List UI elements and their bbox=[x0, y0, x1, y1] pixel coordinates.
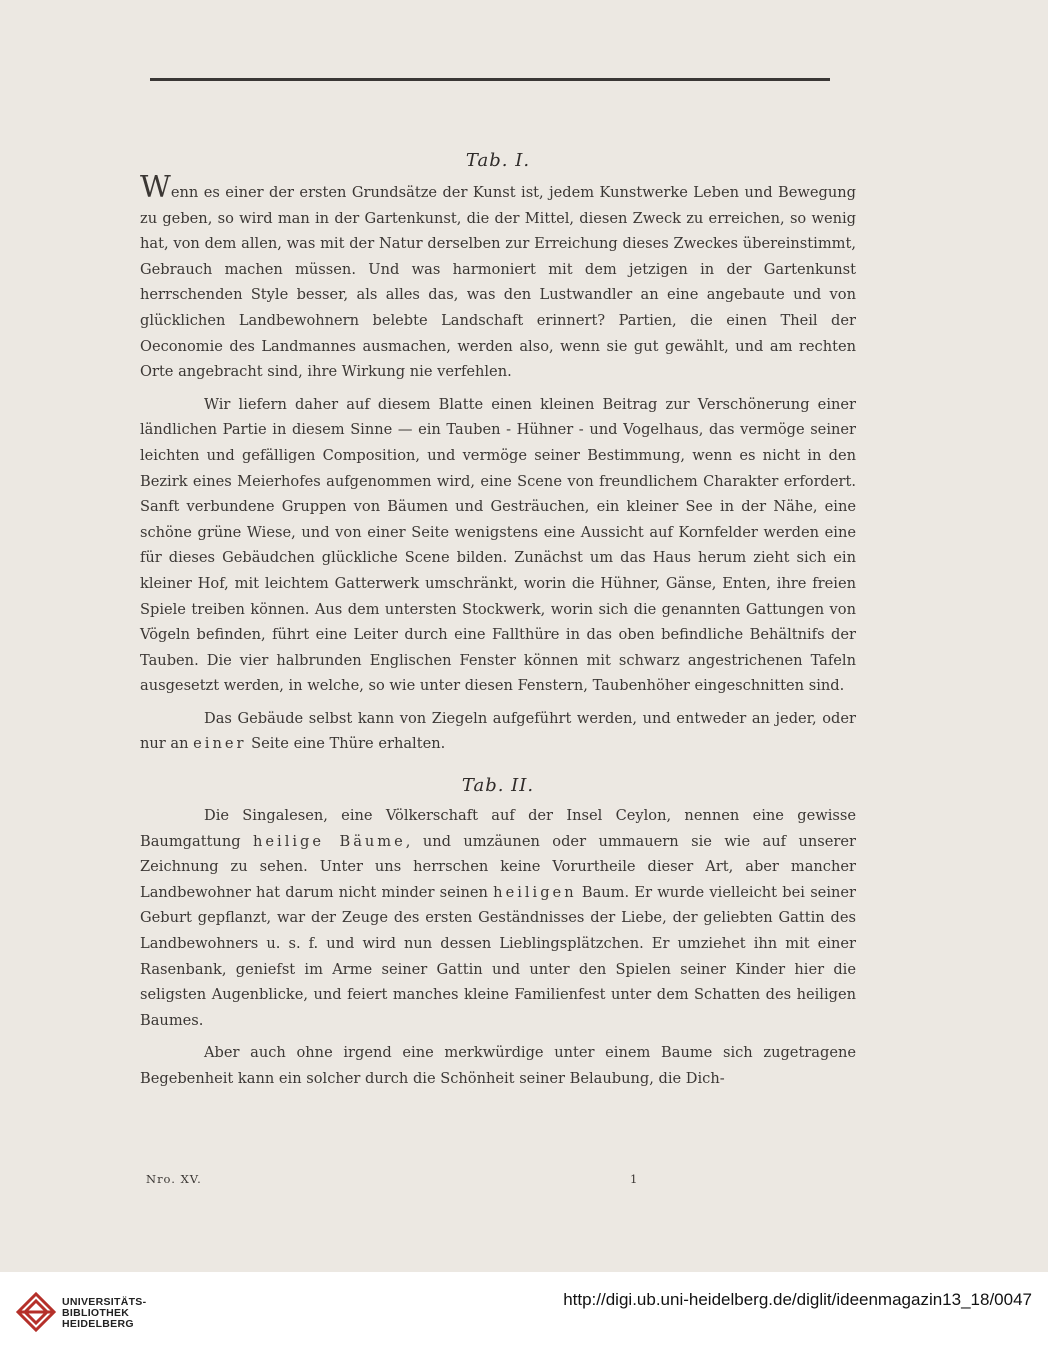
paragraph-5: Aber auch ohne irgend eine merkwürdige unter einem Baume sich zugetragene Begebenheit kann ein solcher durch die Schönheit seiner Belaubung, die Dich- bbox=[140, 1044, 856, 1087]
library-bar bbox=[0, 1272, 1048, 1354]
paragraph-4: Die Singalesen, eine Völkerschaft auf der Insel Ceylon, nennen eine gewisse Baumgattung heilige Bäume, und umzäunen oder ummauern sie wie auf unserer Zeichnung zu sehen. Unter uns herrschen keine Vorurtheile dieser Art, aber mancher Landbewohner hat darum nicht minder seinen heiligen Baum. Er wurde vielleicht bei seiner Geburt gepflanzt, war der Zeuge des ersten Geständnisses der Liebe, der geliebten Gattin des Landbewohners u. s. f. und wird nun dessen Lieblingsplätzchen. Er umziehet ihn mit einer Rasenbank, geniefst im Arme seiner Gattin und unter den Spielen seiner Kinder hier die seligsten Augenblicke, und feiert manches kleine Familienfest unter dem Schatten des heiligen Baumes. bbox=[140, 807, 856, 1029]
source-url-link[interactable]: http://digi.ub.uni-heidelberg.de/diglit/ideenmagazin13_18/0047 bbox=[563, 1290, 1032, 1309]
heading-tab-2: Tab. II. bbox=[461, 775, 535, 797]
signature-mark: Nro. XV. bbox=[146, 1172, 202, 1186]
page-text bbox=[140, 148, 856, 1099]
drop-cap: W bbox=[140, 170, 171, 205]
header-rule bbox=[150, 78, 830, 81]
sheet-mark: 1 bbox=[630, 1172, 638, 1186]
paragraph-3: Das Gebäude selbst kann von Ziegeln aufgeführt werden, und entweder an jeder, oder nur an einer Seite eine Thüre erhalten. bbox=[140, 709, 856, 753]
library-logo-icon bbox=[14, 1290, 58, 1334]
library-name: UNIVERSITÄTS- BIBLIOTHEK HEIDELBERG bbox=[62, 1296, 147, 1330]
paragraph-2: Wir liefern daher auf diesem Blatte einen kleinen Beitrag zur Verschönerung einer ländlichen Partie in diesem Sinne — ein Tauben - Hühner - und Vogelhaus, das vermöge seiner leichten und gefälligen Composition, und vermöge seiner Bestimmung, wenn es nicht in den Bezirk eines Meierhofes aufgenommen wird, eine Scene von freundlichem Charakter erfordert. Sanft verbundene Gruppen von Bäumen und Gesträuchen, ein kleiner See in der Nähe, eine schöne grüne Wiese, und von einer Seite wenigstens eine Aussicht auf Kornfelder werden eine für dieses Gebäudchen glückliche Scene bilden. Zunächst um das Haus herum zieht sich ein kleiner Hof, mit leichtem Gatterwerk umschränkt, worin die Hühner, Gänse, Enten, ihre freien Spiele treiben können. Aus dem untersten Stockwerk, worin sich die genannten Gattungen von Vögeln befinden, führt eine Leiter durch eine Fallthüre in das oben befindliche Behältnifs der Tauben. Die vier halbrunden Englischen Fenster können mit schwarz angestrichenen Tafeln ausgesetzt werden, in welche, so wie unter diesen Fenstern, Taubenhöher eingeschnitten sind. bbox=[140, 395, 856, 695]
page-footer bbox=[146, 1172, 846, 1190]
heading-tab-1: Tab. I. bbox=[465, 150, 531, 171]
paragraph-1: Wenn es einer der ersten Grundsätze der Kunst ist, jedem Kunstwerke Leben und Bewegung zu geben, so wird man in der Gartenkunst, die der Mittel, diesen Zweck zu erreichen, so wenig hat, von dem allen, was mit der Natur derselben zur Erreichung dieses Zweckes übereinstimmt, Gebrauch machen müssen. Und was harmoniert mit dem jetzigen in der Gartenkunst herrschenden Style besser, als alles das, was den Lustwandler an eine angebaute und von glücklichen Landbewohnern belebte Landschaft erinnert? Partien, die einen Theil der Oeconomie des Landmannes ausmachen, werden also, wenn sie gut gewählt, und am rechten Orte angebracht sind, ihre Wirkung nie verfehlen. bbox=[140, 170, 856, 381]
